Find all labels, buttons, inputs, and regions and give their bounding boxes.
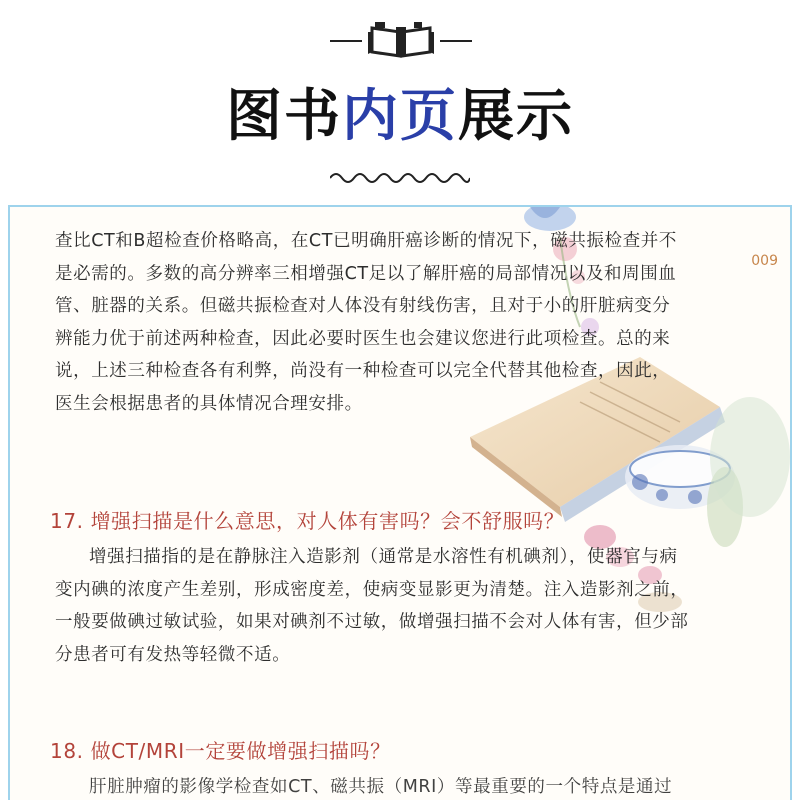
paragraph-enhanced-scan [55,541,745,671]
title-part-1: 图书 [226,84,342,149]
text-line: 医生会根据患者的具体情况合理安排。 [55,393,363,414]
question-17-heading: 17. 增强扫描是什么意思，对人体有害吗？会不舒服吗？ [50,509,565,533]
book-page [8,205,792,800]
text-line: 变内碘的浓度产生差别，形成密度差，使病变显影更为清楚。注入造影剂之前， [55,579,689,600]
title-accent: 内页 [342,84,458,149]
text-line: 管、脏器的关系。但磁共振检查对人体没有射线伤害，且对于小的肝脏病变分 [55,296,671,316]
text-line: 一般要做碘过敏试验，如果对碘剂不过敏，做增强扫描不会对人体有害，但少部 [55,612,689,632]
paragraph-imaging [55,771,745,800]
title-part-2: 展示 [458,84,574,149]
page-title [0,72,800,152]
promo-header [0,0,800,205]
wave-divider-icon [330,168,470,186]
text-line: 增强扫描指的是在静脉注入造影剂（通常是水溶性有机碘剂），使器官与病 [89,547,678,567]
text-line: 辨能力优于前述两种检查，因此必要时医生也会建议您进行此项检查。总的来 [55,328,671,349]
text-line: 分患者可有发热等轻微不适。 [55,644,291,665]
paragraph-mri-comparison [55,225,745,420]
text-line: 查比CT和B超检查价格略高，在CT已明确肝癌诊断的情况下，磁共振检查并不 [55,231,677,251]
header-divider-right [440,40,472,42]
header-divider-left [330,40,362,42]
open-book-icon [366,18,436,60]
text-line: 肝脏肿瘤的影像学检查如CT、磁共振（MRI）等最重要的一个特点是通过 [89,777,673,797]
text-line: 是必需的。多数的高分辨率三相增强CT足以了解肝癌的局部情况以及和周围血 [55,263,677,284]
text-line: 说，上述三种检查各有利弊，尚没有一种检查可以完全代替其他检查，因此， [55,361,671,381]
question-18-heading: 18. 做CT/MRI一定要做增强扫描吗？ [50,739,391,763]
page-number: 009 [751,253,778,269]
